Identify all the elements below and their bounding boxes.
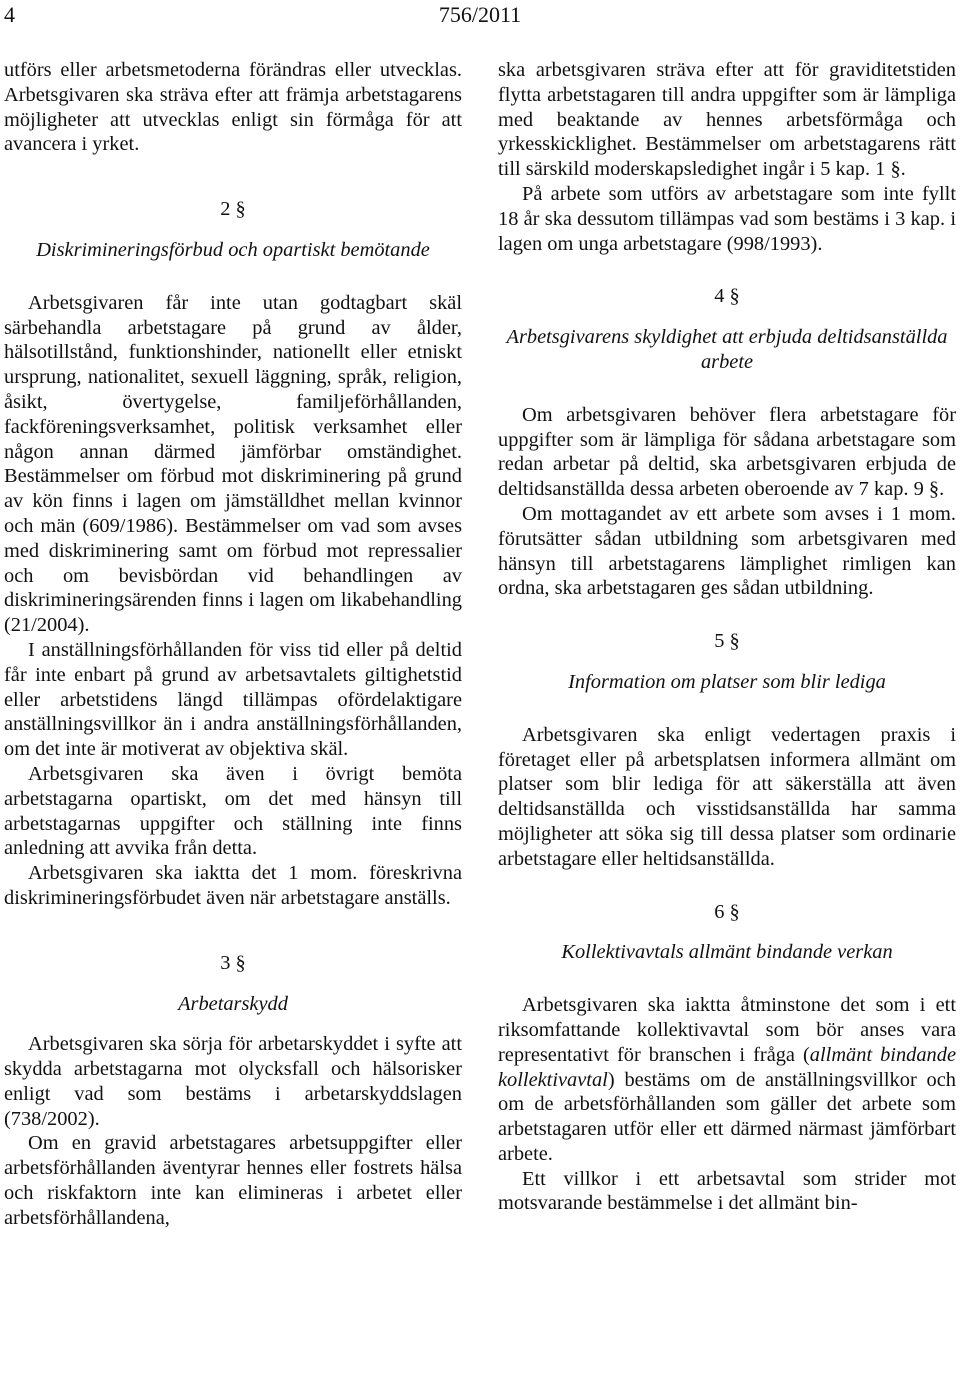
- continued-paragraph-right-2: På arbete som utförs av arbetstagare som inte fyllt 18 år ska dessutom tillämpas vad som bestäms i 3 kap. i lagen om unga arbetstagare (998/1993).: [498, 182, 956, 255]
- section-4-title: Arbetsgivarens skyldighet att erbjuda deltidsanställda arbete: [506, 326, 948, 373]
- section-5-title: Information om platser som blir lediga: [568, 670, 886, 693]
- section-4-number: 4 §: [714, 285, 740, 308]
- section-3-paragraph-1: Arbetsgivaren ska sörja för arbetarskyddet i syfte att skydda arbetstagarna mot olycksfall och hälsorisker enligt vad som bestäms i arbetarskyddslagen (738/2002).: [4, 1033, 462, 1130]
- section-3-number: 3 §: [220, 951, 246, 974]
- section-3-title: Arbetarskydd: [178, 992, 288, 1015]
- right-column: [498, 58, 956, 1216]
- section-2-paragraph-1: Arbetsgivaren får inte utan godtagbart skäl särbehandla arbetstagare på grund av ålder, hälsotillstånd, funktionshinder, nationellt eller etniskt ursprung, nationalitet, sexuell läggning, språk, religion, åsikt, övertygelse, familjeförhållanden, fackföreningsverksamhet, politisk verksamhet eller någon annan därmed jämförbar omständighet. Bestämmelser om förbud mot diskriminering på grund av kön finns i lagen om jämställdhet mellan kvinnor och män (609/1986). Bestämmelser om vad som avses med diskriminering samt om förbud mot repressalier och om bevisbördan vid behandlingen av diskrimineringsärenden finns i lagen om likabehandling (21/2004).: [4, 291, 462, 637]
- section-6-text-b: ) bestäms om de anställningsvillkor och om de arbetsförhållanden som gäller det arbete som arbetstagaren utför eller ett därmed närmast jämförbart arbete.: [498, 1068, 956, 1165]
- section-2-paragraph-2: I anställningsförhållanden för viss tid eller på deltid får inte enbart på grund av arbetsavtalets giltighetstid eller arbetstidens längd tillämpas ofördelaktigare anställningsvillkor än i andra anställningsförhållanden, om det inte är motiverat av objektiva skäl.: [4, 638, 462, 761]
- page-number: 4: [4, 2, 15, 27]
- document-number: 756/2011: [438, 2, 522, 27]
- section-2-paragraph-4: Arbetsgivaren ska iaktta det 1 mom. föreskrivna diskrimineringsförbudet även när arbetstagare anställs.: [4, 862, 462, 909]
- section-6-paragraph-1: [498, 993, 956, 1167]
- section-3-paragraph-2: Om en gravid arbetstagares arbetsuppgifter eller arbetsförhållanden äventyrar hennes eller fostrets hälsa och riskfaktorn inte kan elimineras i arbetet eller arbetsförhållandena,: [4, 1132, 462, 1229]
- section-6-paragraph-2: Ett villkor i ett arbetsavtal som strider mot motsvarande bestämmelse i det allmänt bin-: [498, 1167, 956, 1215]
- page-header: [0, 2, 960, 32]
- continued-paragraph: utförs eller arbetsmetoderna förändras eller utvecklas. Arbetsgivaren ska sträva efter att främja arbetstagarens möjligheter att utvecklas enligt sin förmåga för att avancera i yrket.: [4, 59, 462, 156]
- section-2-title: Diskrimineringsförbud och opartiskt bemötande: [36, 238, 430, 261]
- section-4-paragraph-1: Om arbetsgivaren behöver flera arbetstagare för uppgifter som är lämpliga för sådana arbetstagare som redan arbetar på deltid, ska arbetsgivaren erbjuda de deltidsanställda dessa arbeten oberoende av 7 kap. 9 §.: [498, 403, 956, 501]
- section-6-term: allmänt bindande kollektivavtal: [498, 1043, 957, 1091]
- section-5-paragraph-1: Arbetsgivaren ska enligt vedertagen praxis i företaget eller på arbetsplatsen informera allmänt om platser som blir lediga för att säkerställa att även deltidsanställda och visstidsanställda har samma möjligheter att söka sig till dessa platser som ordinarie arbetstagare eller heltidsanställda.: [498, 723, 956, 870]
- section-6-number: 6 §: [714, 900, 740, 923]
- section-2-number: 2 §: [220, 198, 246, 221]
- section-5-number: 5 §: [714, 630, 740, 653]
- section-4-paragraph-2: Om mottagandet av ett arbete som avses i 1 mom. förutsätter sådan utbildning som arbetsgivaren med hänsyn till arbetstagarens lämplighet rimligen kan ordna, ska arbetstagaren ges sådan utbildning.: [498, 502, 956, 600]
- section-2-paragraph-3: Arbetsgivaren ska även i övrigt bemöta arbetstagarna opartiskt, om det med hänsyn till arbetstagarnas uppgifter och ställning inte finns anledning att avvika från detta.: [4, 762, 462, 860]
- section-6-title: Kollektivavtals allmänt bindande verkan: [561, 941, 893, 964]
- section-6-text-a: Arbetsgivaren ska iaktta åtminstone det som i ett riksomfattande kollektivavtal som bör anses vara representativt för branschen i fråga (: [498, 994, 956, 1066]
- continued-paragraph-right: ska arbetsgivaren sträva efter att för graviditetstiden flytta arbetstagaren till andra uppgifter som är lämpliga med beaktande av hennes arbetsförmåga och yrkesskicklighet. Bestämmelser om arbetstagarens rätt till särskild moderskapsledighet ingår i 5 kap. 1 §.: [498, 59, 956, 181]
- left-column: [4, 58, 462, 1231]
